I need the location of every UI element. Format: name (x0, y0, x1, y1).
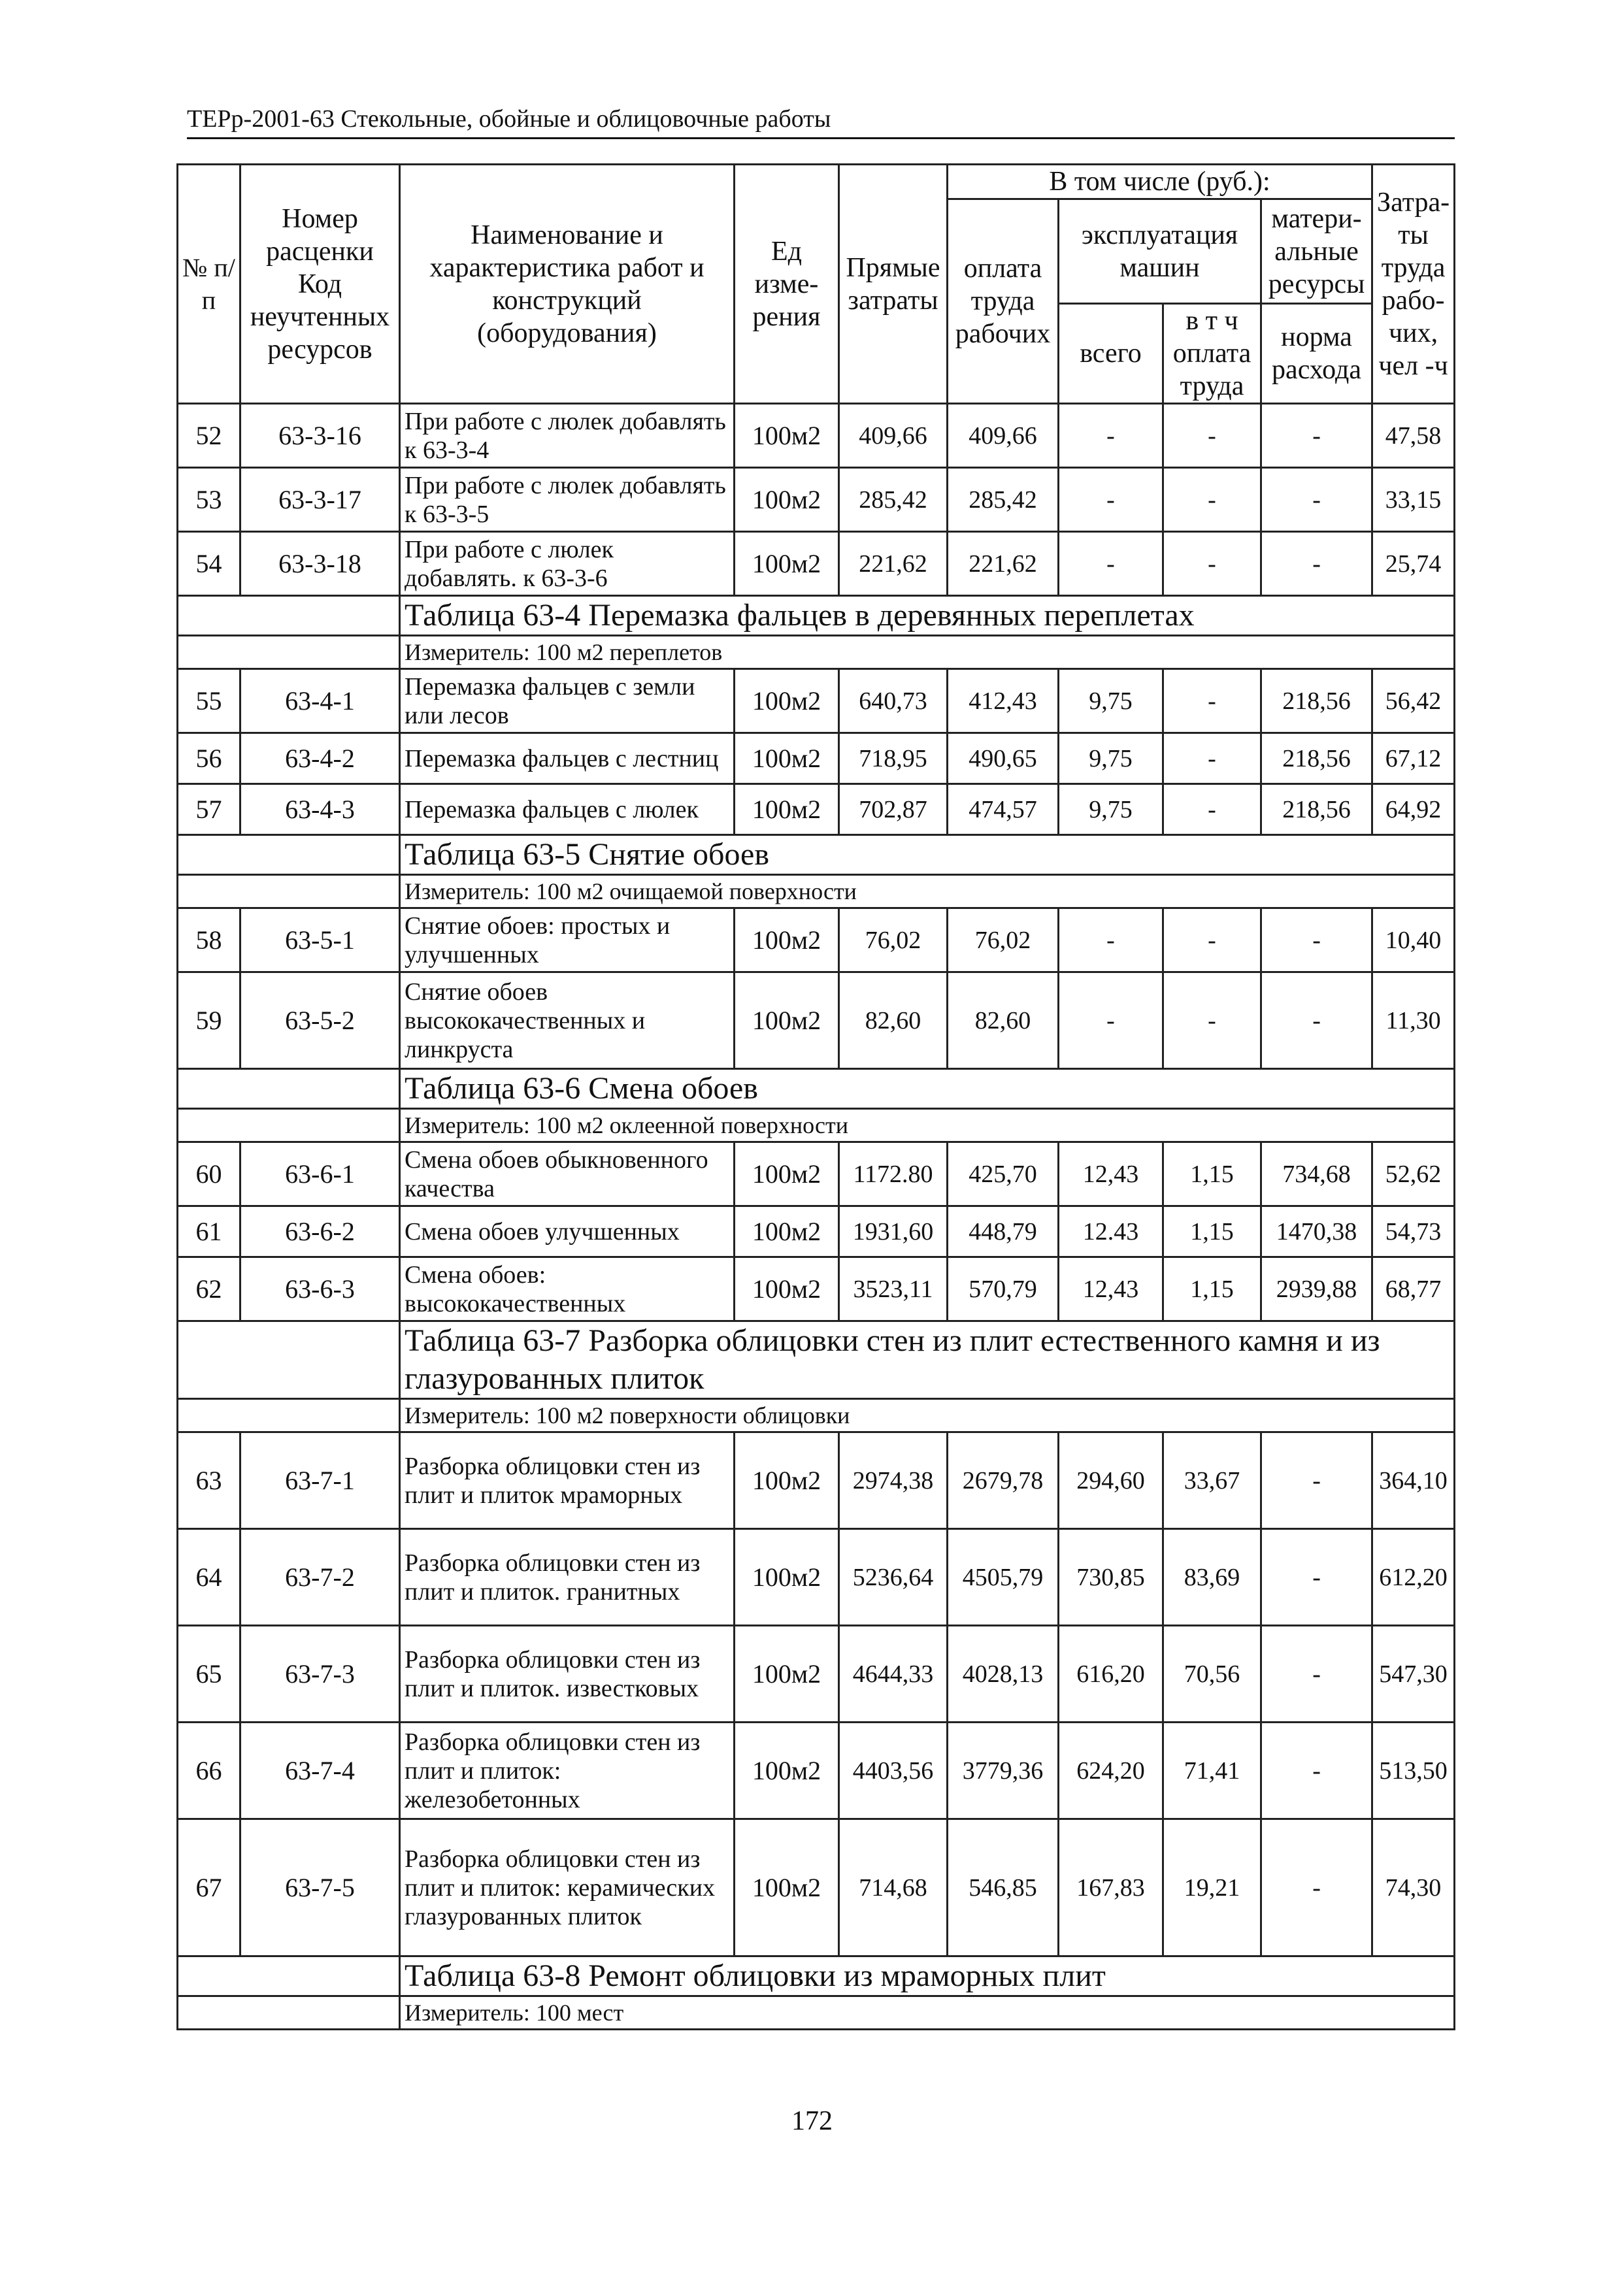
header-wages: оплата труда рабочих (948, 199, 1059, 404)
empty-cell (178, 636, 400, 669)
machine-total: 167,83 (1059, 1819, 1163, 1956)
row-number: 52 (178, 404, 240, 468)
header-labor: Затра-ты труда рабо-чих, чел -ч (1372, 165, 1455, 404)
materials-cost: 218,56 (1261, 784, 1372, 835)
materials-cost: - (1261, 1529, 1372, 1626)
unit-of-measure: 100м2 (735, 404, 839, 468)
unit-of-measure: 100м2 (735, 532, 839, 596)
table-row (178, 1257, 1455, 1321)
empty-cell (178, 1399, 400, 1432)
direct-costs: 5236,64 (839, 1529, 948, 1626)
row-number: 60 (178, 1142, 240, 1206)
section-meter: Измеритель: 100 мест (400, 1996, 1455, 2030)
machine-total: 616,20 (1059, 1626, 1163, 1723)
work-name: Разборка облицовки стен из плит и плиток: керамических глазурованных плиток (400, 1819, 735, 1956)
labor-hours: 56,42 (1372, 669, 1455, 733)
labor-hours: 612,20 (1372, 1529, 1455, 1626)
section-title-row (178, 835, 1455, 875)
worker-wages: 4028,13 (948, 1626, 1059, 1723)
section-title-row (178, 596, 1455, 636)
materials-cost: 734,68 (1261, 1142, 1372, 1206)
section-meter: Измеритель: 100 м2 переплетов (400, 636, 1455, 669)
rate-code: 63-5-2 (240, 972, 400, 1069)
direct-costs: 3523,11 (839, 1257, 948, 1321)
section-title: Таблица 63-8 Ремонт облицовки из мраморных плит (400, 1956, 1455, 1996)
labor-hours: 68,77 (1372, 1257, 1455, 1321)
machine-total: 730,85 (1059, 1529, 1163, 1626)
header-num: № п/п (178, 165, 240, 404)
unit-of-measure: 100м2 (735, 1723, 839, 1819)
worker-wages: 82,60 (948, 972, 1059, 1069)
unit-of-measure: 100м2 (735, 908, 839, 972)
unit-of-measure: 100м2 (735, 1626, 839, 1723)
materials-cost: - (1261, 972, 1372, 1069)
header-materials: матери-альные ресурсы (1261, 199, 1372, 304)
direct-costs: 285,42 (839, 468, 948, 532)
worker-wages: 221,62 (948, 532, 1059, 596)
work-name: Смена обоев улучшенных (400, 1206, 735, 1257)
empty-cell (178, 1956, 400, 1996)
table-body (178, 404, 1455, 2030)
machine-total: - (1059, 972, 1163, 1069)
labor-hours: 11,30 (1372, 972, 1455, 1069)
section-title-row (178, 1956, 1455, 1996)
row-number: 62 (178, 1257, 240, 1321)
section-meter-row (178, 636, 1455, 669)
header-norm: норма расхода (1261, 304, 1372, 404)
machine-total: - (1059, 532, 1163, 596)
table-row (178, 1432, 1455, 1529)
unit-of-measure: 100м2 (735, 1142, 839, 1206)
unit-of-measure: 100м2 (735, 972, 839, 1069)
direct-costs: 640,73 (839, 669, 948, 733)
rate-code: 63-7-4 (240, 1723, 400, 1819)
unit-of-measure: 100м2 (735, 468, 839, 532)
labor-hours: 52,62 (1372, 1142, 1455, 1206)
table-row (178, 669, 1455, 733)
header-machines: эксплуатация машин (1059, 199, 1261, 304)
unit-of-measure: 100м2 (735, 669, 839, 733)
direct-costs: 1931,60 (839, 1206, 948, 1257)
machine-wages: 70,56 (1163, 1626, 1261, 1723)
labor-hours: 64,92 (1372, 784, 1455, 835)
materials-cost: - (1261, 1723, 1372, 1819)
work-name: При работе с люлек добавлять. к 63-3-6 (400, 532, 735, 596)
rate-code: 63-3-18 (240, 532, 400, 596)
worker-wages: 4505,79 (948, 1529, 1059, 1626)
machine-total: 9,75 (1059, 784, 1163, 835)
rate-code: 63-6-3 (240, 1257, 400, 1321)
labor-hours: 47,58 (1372, 404, 1455, 468)
row-number: 61 (178, 1206, 240, 1257)
table-row (178, 532, 1455, 596)
worker-wages: 425,70 (948, 1142, 1059, 1206)
machine-wages: 71,41 (1163, 1723, 1261, 1819)
section-meter-row (178, 1996, 1455, 2030)
rate-code: 63-5-1 (240, 908, 400, 972)
machine-wages: - (1163, 908, 1261, 972)
work-name: Разборка облицовки стен из плит и плиток: железобетонных (400, 1723, 735, 1819)
work-name: Снятие обоев высококачественных и линкруста (400, 972, 735, 1069)
row-number: 55 (178, 669, 240, 733)
work-name: Перемазка фальцев с люлек (400, 784, 735, 835)
worker-wages: 285,42 (948, 468, 1059, 532)
unit-of-measure: 100м2 (735, 1819, 839, 1956)
materials-cost: 218,56 (1261, 733, 1372, 784)
labor-hours: 33,15 (1372, 468, 1455, 532)
section-title: Таблица 63-4 Перемазка фальцев в деревянных переплетах (400, 596, 1455, 636)
work-name: Снятие обоев: простых и улучшенных (400, 908, 735, 972)
materials-cost: - (1261, 404, 1372, 468)
row-number: 67 (178, 1819, 240, 1956)
machine-total: - (1059, 908, 1163, 972)
labor-hours: 54,73 (1372, 1206, 1455, 1257)
work-name: При работе с люлек добавлять к 63-3-5 (400, 468, 735, 532)
table-row (178, 1626, 1455, 1723)
row-number: 57 (178, 784, 240, 835)
page-header: ТЕРр-2001-63 Стекольные, обойные и облицовочные работы (187, 103, 1455, 139)
materials-cost: - (1261, 532, 1372, 596)
table-row (178, 1142, 1455, 1206)
header-unit: Ед изме-рения (735, 165, 839, 404)
empty-cell (178, 835, 400, 875)
materials-cost: - (1261, 1626, 1372, 1723)
unit-of-measure: 100м2 (735, 1529, 839, 1626)
table-row (178, 1819, 1455, 1956)
machine-wages: - (1163, 468, 1261, 532)
machine-wages: - (1163, 532, 1261, 596)
machine-wages: - (1163, 733, 1261, 784)
machine-total: - (1059, 468, 1163, 532)
rate-code: 63-7-5 (240, 1819, 400, 1956)
materials-cost: - (1261, 468, 1372, 532)
machine-total: 9,75 (1059, 669, 1163, 733)
table-row (178, 1206, 1455, 1257)
table-row (178, 908, 1455, 972)
section-meter: Измеритель: 100 м2 оклеенной поверхности (400, 1109, 1455, 1142)
table-header (178, 165, 1455, 404)
materials-cost: 218,56 (1261, 669, 1372, 733)
direct-costs: 2974,38 (839, 1432, 948, 1529)
worker-wages: 474,57 (948, 784, 1059, 835)
row-number: 65 (178, 1626, 240, 1723)
worker-wages: 412,43 (948, 669, 1059, 733)
header-code: Номер расценки Код неучтенных ресурсов (240, 165, 400, 404)
section-meter-row (178, 1399, 1455, 1432)
section-meter: Измеритель: 100 м2 очищаемой поверхности (400, 875, 1455, 908)
rate-code: 63-4-2 (240, 733, 400, 784)
work-name: Разборка облицовки стен из плит и плиток мраморных (400, 1432, 735, 1529)
rates-table (176, 163, 1455, 2030)
direct-costs: 718,95 (839, 733, 948, 784)
table-row (178, 972, 1455, 1069)
table-row (178, 468, 1455, 532)
rate-code: 63-6-1 (240, 1142, 400, 1206)
machine-total: 9,75 (1059, 733, 1163, 784)
machine-wages: 83,69 (1163, 1529, 1261, 1626)
empty-cell (178, 1996, 400, 2030)
materials-cost: - (1261, 908, 1372, 972)
labor-hours: 67,12 (1372, 733, 1455, 784)
direct-costs: 702,87 (839, 784, 948, 835)
worker-wages: 76,02 (948, 908, 1059, 972)
unit-of-measure: 100м2 (735, 733, 839, 784)
rate-code: 63-4-3 (240, 784, 400, 835)
empty-cell (178, 1109, 400, 1142)
machine-wages: 1,15 (1163, 1257, 1261, 1321)
labor-hours: 547,30 (1372, 1626, 1455, 1723)
worker-wages: 2679,78 (948, 1432, 1059, 1529)
labor-hours: 10,40 (1372, 908, 1455, 972)
header-name: Наименование и характеристика работ и конструкций (оборудования) (400, 165, 735, 404)
worker-wages: 409,66 (948, 404, 1059, 468)
empty-cell (178, 1069, 400, 1109)
materials-cost: - (1261, 1819, 1372, 1956)
machine-wages: 1,15 (1163, 1206, 1261, 1257)
direct-costs: 4644,33 (839, 1626, 948, 1723)
machine-total: 12,43 (1059, 1142, 1163, 1206)
row-number: 66 (178, 1723, 240, 1819)
row-number: 63 (178, 1432, 240, 1529)
work-name: При работе с люлек добавлять к 63-3-4 (400, 404, 735, 468)
row-number: 56 (178, 733, 240, 784)
direct-costs: 82,60 (839, 972, 948, 1069)
table-row (178, 784, 1455, 835)
work-name: Перемазка фальцев с лестниц (400, 733, 735, 784)
materials-cost: 2939,88 (1261, 1257, 1372, 1321)
rate-code: 63-6-2 (240, 1206, 400, 1257)
labor-hours: 74,30 (1372, 1819, 1455, 1956)
rate-code: 63-4-1 (240, 669, 400, 733)
machine-total: 12,43 (1059, 1257, 1163, 1321)
rate-code: 63-3-16 (240, 404, 400, 468)
work-name: Разборка облицовки стен из плит и плиток. известковых (400, 1626, 735, 1723)
labor-hours: 364,10 (1372, 1432, 1455, 1529)
rate-code: 63-7-1 (240, 1432, 400, 1529)
section-title: Таблица 63-5 Снятие обоев (400, 835, 1455, 875)
table-row (178, 1723, 1455, 1819)
worker-wages: 448,79 (948, 1206, 1059, 1257)
row-number: 54 (178, 532, 240, 596)
machine-total: 294,60 (1059, 1432, 1163, 1529)
row-number: 64 (178, 1529, 240, 1626)
unit-of-measure: 100м2 (735, 784, 839, 835)
machine-wages: 1,15 (1163, 1142, 1261, 1206)
section-meter-row (178, 875, 1455, 908)
direct-costs: 221,62 (839, 532, 948, 596)
unit-of-measure: 100м2 (735, 1257, 839, 1321)
unit-of-measure: 100м2 (735, 1206, 839, 1257)
work-name: Перемазка фальцев с земли или лесов (400, 669, 735, 733)
work-name: Разборка облицовки стен из плит и плиток. гранитных (400, 1529, 735, 1626)
direct-costs: 4403,56 (839, 1723, 948, 1819)
table-row (178, 733, 1455, 784)
unit-of-measure: 100м2 (735, 1432, 839, 1529)
header-direct: Прямые затраты (839, 165, 948, 404)
row-number: 59 (178, 972, 240, 1069)
table-row (178, 1529, 1455, 1626)
materials-cost: - (1261, 1432, 1372, 1529)
rate-code: 63-7-2 (240, 1529, 400, 1626)
machine-wages: 19,21 (1163, 1819, 1261, 1956)
machine-wages: - (1163, 784, 1261, 835)
worker-wages: 490,65 (948, 733, 1059, 784)
header-mach-total: всего (1059, 304, 1163, 404)
header-incl: В том числе (руб.): (948, 165, 1372, 199)
machine-total: - (1059, 404, 1163, 468)
page-number: 172 (791, 2106, 833, 2136)
empty-cell (178, 875, 400, 908)
section-title-row (178, 1069, 1455, 1109)
row-number: 53 (178, 468, 240, 532)
worker-wages: 546,85 (948, 1819, 1059, 1956)
machine-total: 624,20 (1059, 1723, 1163, 1819)
section-title-row (178, 1321, 1455, 1399)
empty-cell (178, 596, 400, 636)
rate-code: 63-7-3 (240, 1626, 400, 1723)
direct-costs: 76,02 (839, 908, 948, 972)
machine-total: 12.43 (1059, 1206, 1163, 1257)
worker-wages: 570,79 (948, 1257, 1059, 1321)
work-name: Смена обоев обыкновенного качества (400, 1142, 735, 1206)
direct-costs: 409,66 (839, 404, 948, 468)
machine-wages: 33,67 (1163, 1432, 1261, 1529)
section-meter: Измеритель: 100 м2 поверхности облицовки (400, 1399, 1455, 1432)
table-row (178, 404, 1455, 468)
machine-wages: - (1163, 972, 1261, 1069)
work-name: Смена обоев: высококачественных (400, 1257, 735, 1321)
labor-hours: 25,74 (1372, 532, 1455, 596)
rate-code: 63-3-17 (240, 468, 400, 532)
materials-cost: 1470,38 (1261, 1206, 1372, 1257)
direct-costs: 714,68 (839, 1819, 948, 1956)
section-title: Таблица 63-7 Разборка облицовки стен из плит естественного камня и из глазурованных плиток (400, 1321, 1455, 1399)
header-mach-wages: в т ч оплата труда (1163, 304, 1261, 404)
row-number: 58 (178, 908, 240, 972)
section-title: Таблица 63-6 Смена обоев (400, 1069, 1455, 1109)
direct-costs: 1172.80 (839, 1142, 948, 1206)
empty-cell (178, 1321, 400, 1399)
section-meter-row (178, 1109, 1455, 1142)
machine-wages: - (1163, 669, 1261, 733)
machine-wages: - (1163, 404, 1261, 468)
labor-hours: 513,50 (1372, 1723, 1455, 1819)
worker-wages: 3779,36 (948, 1723, 1059, 1819)
